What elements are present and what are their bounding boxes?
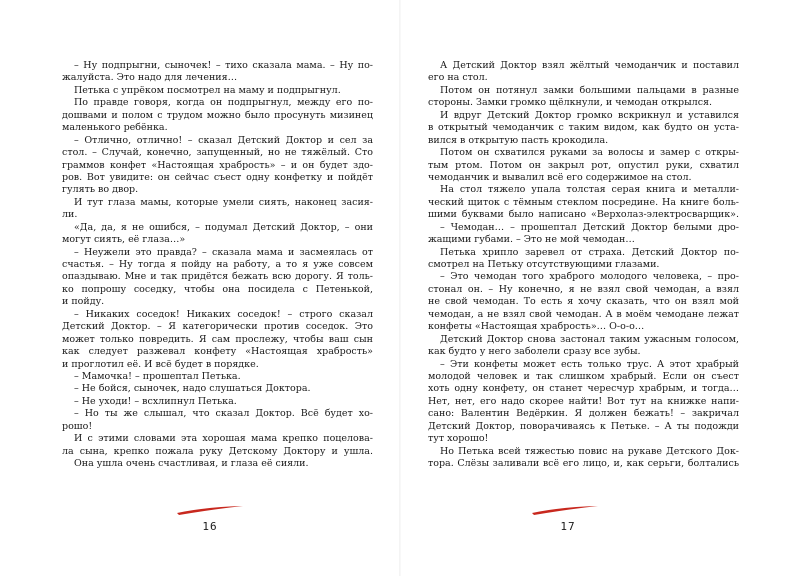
text-line: гулять во двор. [62,184,139,196]
text-line: тут хорошо! [428,433,489,445]
left-page-number: 16 [202,520,218,533]
text-line: «Да, да, я не ошибся, – подумал Детский Доктор, – они [74,221,373,233]
text-line: Петька хрипло заревел от страха. Детский Доктор по- [440,246,739,258]
text-line: – Эти конфеты может есть только трус. А этот храбрый [440,358,739,370]
text-line: Потом он потянул замки большими пальцами в разные [440,84,739,96]
text-line: – Но ты же слышал, что сказал Доктор. Всё будет хо- [74,408,373,420]
text-line: тым ртом. Потом он закрыл рот, опустил руки, схватил [428,159,739,171]
text-line: Детский Доктор. – Я категорически против соседок. Это [62,321,373,333]
text-line: чемоданчик и вывалил всё его содержимое на стол. [428,171,692,183]
text-line: тора. Слёзы заливали всё его лицо, и, как серьги, болтались [428,458,739,469]
text-line: конфеты «Настоящая храбрость»… О-о-о… [428,321,645,333]
text-line: – Не уходи! – всхлипнул Петька. [74,395,237,407]
text-line: жалуйста. Это надо для лечения… [62,72,238,84]
text-line: – Неужели это правда? – сказала мама и засмеялась от [74,246,373,258]
right-page-text [428,60,739,470]
left-red-brush-stroke [175,504,245,516]
text-line: ров. Вот увидите: он сейчас съест одну конфетку и пойдёт [62,171,373,183]
text-line: ческий щиток с тёмным стеклом посредине. На книге боль- [428,196,739,208]
text-line: молодой человек и так слишком храбрый. Если он съест [428,370,739,382]
text-line: маленького ребёнка. [62,122,168,134]
text-line: жащими губами. – Это не мой чемодан… [428,234,635,246]
text-line: чемодан, а не взял свой чемодан. А в моём чемодане лежат [428,308,739,320]
text-line: стонал он. – Ну конечно, я не взял свой чемодан, а взял [428,283,739,295]
text-line: – Это чемодан того храброго молодого человека, – про- [440,271,739,283]
text-line: На стол тяжело упала толстая серая книга и металли- [440,184,739,196]
text-line: Она ушла очень счастливая, и глаза её сияли. [74,458,309,469]
text-line: Но Петька всей тяжестью повис на рукаве Детского Док- [440,445,739,457]
text-line: как будто у него заболели сразу все зубы. [428,346,641,358]
text-line: ла сына, крепко пожала руку Детскому Доктору и ушла. [62,445,373,457]
text-line: – Не бойся, сыночек, надо слушаться Доктора. [74,383,311,395]
text-line: его на стол. [428,72,488,84]
text-line: стол. – Случай, конечно, запущенный, но не тяжёлый. Сто [62,147,373,159]
text-line: Петька с упрёком посмотрел на маму и подпрыгнул. [74,84,341,96]
text-line: в открытый чемоданчик с таким видом, как будто он уста- [428,122,739,134]
text-line: вился в открытую пасть крокодила. [428,134,609,146]
text-line: как следует разжевал конфету «Настоящая храбрость» [62,346,373,358]
right-page-number: 17 [560,520,576,533]
text-line: – Никаких соседок! Никаких соседок! – строго сказал [74,308,373,320]
text-line: Детский Доктор, поворачиваясь к Петьке. – А ты подожди [428,420,739,432]
text-line: граммов конфет «Настоящая храбрость» – и он будет здо- [62,159,373,171]
text-line: рошо! [62,420,93,432]
text-line: шими буквами было написано «Верхолаз-электросварщик». [428,209,739,221]
text-line: счастья. – Ну тогда я пойду на работу, а то я уже совсем [62,259,373,270]
right-red-brush-stroke [530,504,600,516]
text-line: По правде говоря, когда он подпрыгнул, между его по- [74,97,373,109]
text-line: хоть одну конфету, он станет чересчур храбрым, и тогда… [428,383,739,395]
text-line: И с этими словами эта хорошая мама крепко поцелова- [74,433,373,445]
text-line: Детский Доктор снова застонал таким ужасным голосом, [440,333,739,345]
text-line: и пойду. [62,296,105,308]
text-line: И вдруг Детский Доктор громко вскрикнул и уставился [440,109,739,121]
text-line: дошвами и полом с трудом можно было просунуть мизинец [62,109,373,121]
text-line: – Отлично, отлично! – сказал Детский Доктор и сел за [74,134,373,146]
text-line: ли. [62,209,78,221]
text-line: и проглотил её. И всё будет в порядке. [62,358,259,370]
text-line: Потом он схватился руками за волосы и замер с откры- [440,147,739,159]
text-line: могут сиять, её глаза…» [62,234,186,246]
text-line: Нет, нет, его надо скорее найти! Вот тут на книжке напи- [428,395,739,407]
text-line: ко попрошу соседку, чтобы она посидела с Петенькой, [62,283,373,295]
text-line: сано: Валентин Ведёркин. Я должен бежать! – закричал [428,408,739,420]
book-gutter [399,0,401,576]
text-line: А Детский Доктор взял жёлтый чемоданчик и поставил [440,60,739,71]
text-line: не свой чемодан. То есть я хочу сказать, что он взял мой [428,296,739,308]
text-line: – Ну подпрыгни, сыночек! – тихо сказала мама. – Ну по- [74,60,373,71]
text-line: смотрел на Петьку отсутствующими глазами. [428,259,660,270]
left-page-text [62,60,373,470]
text-line: может только повредить. Я сам прослежу, чтобы ваш сын [62,333,373,345]
text-line: – Чемодан… – прошептал Детский Доктор белыми дро- [440,221,739,233]
text-line: опаздываю. Мне и так придётся бежать всю дорогу. Я толь- [62,271,373,283]
text-line: – Мамочка! – прошептал Петька. [74,370,241,382]
text-line: стороны. Замки громко щёлкнули, и чемодан открылся. [428,97,713,109]
text-line: И тут глаза мамы, которые умели сиять, наконец засия- [74,196,373,208]
